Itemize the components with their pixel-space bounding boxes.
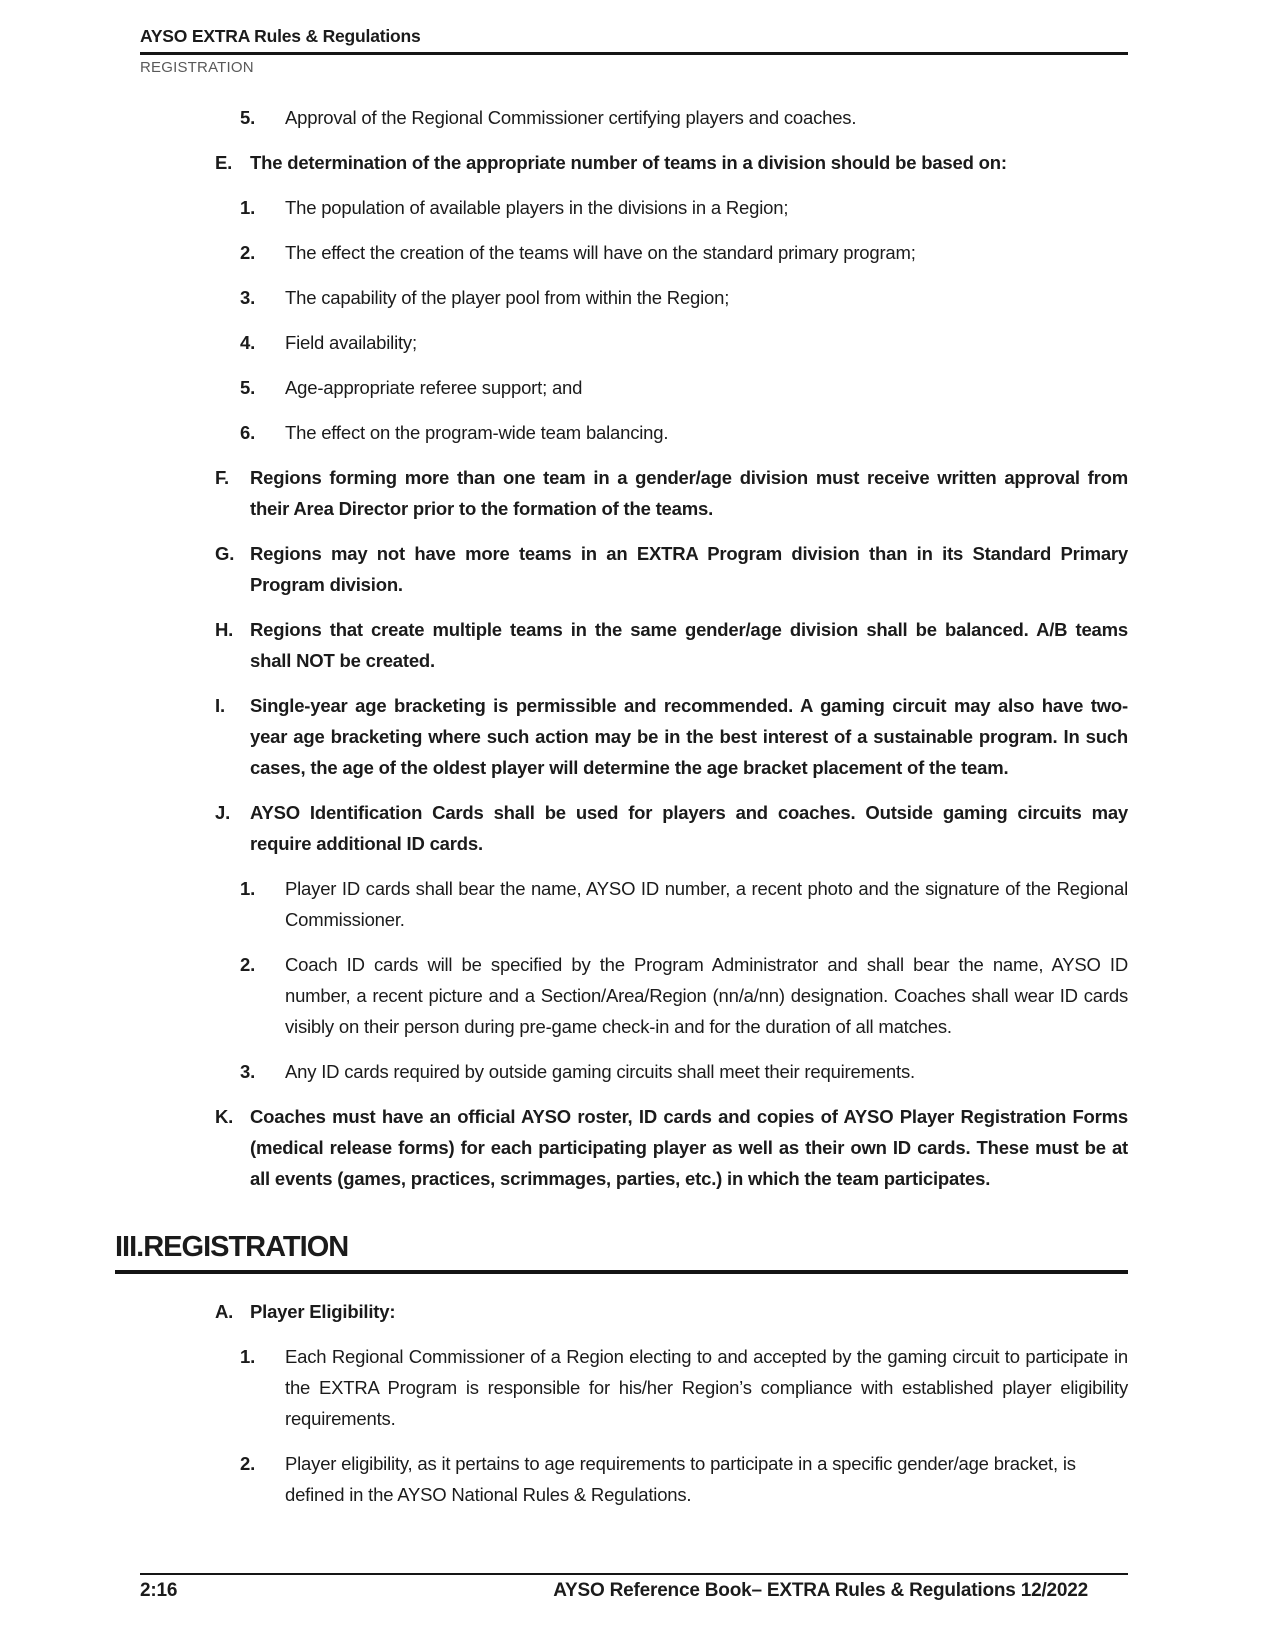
list-item-marker: 5. xyxy=(240,107,256,128)
list-item-marker: 6. xyxy=(240,422,256,443)
list-item-e6 xyxy=(240,417,1128,448)
list-item-j xyxy=(215,797,1128,859)
list-item-a2 xyxy=(240,1448,1128,1510)
list-item-text: Regions that create multiple teams in the same gender/age division shall be balanced. A/B teams shall NOT be created. xyxy=(250,619,1128,671)
list-item-text: The determination of the appropriate number of teams in a division should be based on: xyxy=(250,152,1007,173)
list-item-f xyxy=(215,462,1128,524)
list-item-e xyxy=(215,147,1128,178)
list-item-marker: 2. xyxy=(240,1453,256,1474)
list-item-text: Player ID cards shall bear the name, AYSO ID number, a recent photo and the signature of the Regional Commissioner. xyxy=(285,878,1128,930)
list-item-text: The effect on the program-wide team balancing. xyxy=(285,422,669,443)
list-item-text: Age-appropriate referee support; and xyxy=(285,377,583,398)
list-item-marker: 2. xyxy=(240,242,256,263)
list-item-e2 xyxy=(240,237,1128,268)
footer-page-number: 2:16 xyxy=(140,1580,178,1601)
list-item-text: Player Eligibility: xyxy=(250,1301,396,1322)
list-item-marker: F. xyxy=(215,467,229,488)
list-item-marker: I. xyxy=(215,695,225,716)
list-item-h xyxy=(215,614,1128,676)
list-item-j1 xyxy=(240,873,1128,935)
list-item-g xyxy=(215,538,1128,600)
list-item-marker: G. xyxy=(215,543,235,564)
list-item-e1 xyxy=(240,192,1128,223)
list-item-marker: E. xyxy=(215,152,233,173)
list-item-text: Coaches must have an official AYSO roster, ID cards and copies of AYSO Player Registration Forms (medical release forms) for each participating player as well as their own ID cards. These must be at all events (games, practices, scrimmages, parties, etc.) in which the team participates. xyxy=(250,1106,1128,1189)
page-footer xyxy=(140,1573,1128,1603)
list-item-text: Approval of the Regional Commissioner certifying players and coaches. xyxy=(285,107,857,128)
section-heading-rule xyxy=(115,1230,1128,1274)
header-title: AYSO EXTRA Rules & Regulations xyxy=(140,26,1128,55)
list-item-j3 xyxy=(240,1056,1128,1087)
footer-reference: AYSO Reference Book– EXTRA Rules & Regulations 12/2022 xyxy=(553,1580,1088,1601)
list-item-k xyxy=(215,1101,1128,1194)
page-header xyxy=(140,0,1128,76)
list-item-marker: H. xyxy=(215,619,234,640)
list-item-a1 xyxy=(240,1341,1128,1434)
list-item-marker: 4. xyxy=(240,332,256,353)
list-item-text: Regions forming more than one team in a gender/age division must receive written approval from their Area Director prior to the formation of the teams. xyxy=(250,467,1128,519)
list-item-marker: 1. xyxy=(240,1346,256,1367)
list-item-e4 xyxy=(240,327,1128,358)
section-registration-body xyxy=(0,1296,1275,1510)
list-item-marker: 2. xyxy=(240,954,256,975)
list-item-marker: 3. xyxy=(240,287,256,308)
list-item-text: Player eligibility, as it pertains to age requirements to participate in a specific gender/age bracket, is defined in the AYSO National Rules & Regulations. xyxy=(285,1453,1076,1505)
list-item-text: Each Regional Commissioner of a Region electing to and accepted by the gaming circuit to participate in the EXTRA Program is responsible for his/her Region’s compliance with established player eligibility requirements. xyxy=(285,1346,1128,1429)
list-item-e3 xyxy=(240,282,1128,313)
list-item-a xyxy=(215,1296,1128,1327)
list-item-marker: A. xyxy=(215,1301,234,1322)
list-item-text: Coach ID cards will be specified by the Program Administrator and shall bear the name, AYSO ID number, a recent picture and a Section/Area/Region (nn/a/nn) designation. Coaches shall wear ID cards visibly on their person during pre-game check-in and for the duration of all matches. xyxy=(285,954,1128,1037)
list-item-marker: 1. xyxy=(240,878,256,899)
list-item-text: Single-year age bracketing is permissible and recommended. A gaming circuit may also have two-year age bracketing where such action may be in the best interest of a sustainable program. In such cases, the age of the oldest player will determine the age bracket placement of the team. xyxy=(250,695,1128,778)
list-item-text: The population of available players in the divisions in a Region; xyxy=(285,197,789,218)
list-item-j2 xyxy=(240,949,1128,1042)
list-item-marker: J. xyxy=(215,802,231,823)
list-item-marker: 1. xyxy=(240,197,256,218)
list-item-text: AYSO Identification Cards shall be used for players and coaches. Outside gaming circuits may require additional ID cards. xyxy=(250,802,1128,854)
list-item-text: Field availability; xyxy=(285,332,417,353)
list-item-marker: K. xyxy=(215,1106,234,1127)
list-item-i xyxy=(215,690,1128,783)
list-item-text: Any ID cards required by outside gaming circuits shall meet their requirements. xyxy=(285,1061,915,1082)
section-heading-registration: III.REGISTRATION xyxy=(115,1231,349,1263)
header-subtitle: REGISTRATION xyxy=(140,59,254,76)
list-item-marker: 5. xyxy=(240,377,256,398)
list-item-5-intro xyxy=(240,102,1128,133)
list-item-text: The capability of the player pool from within the Region; xyxy=(285,287,730,308)
document-body xyxy=(0,102,1275,1194)
list-item-text: Regions may not have more teams in an EXTRA Program division than in its Standard Primary Program division. xyxy=(250,543,1128,595)
list-item-text: The effect the creation of the teams will have on the standard primary program; xyxy=(285,242,916,263)
list-item-e5 xyxy=(240,372,1128,403)
list-item-marker: 3. xyxy=(240,1061,256,1082)
